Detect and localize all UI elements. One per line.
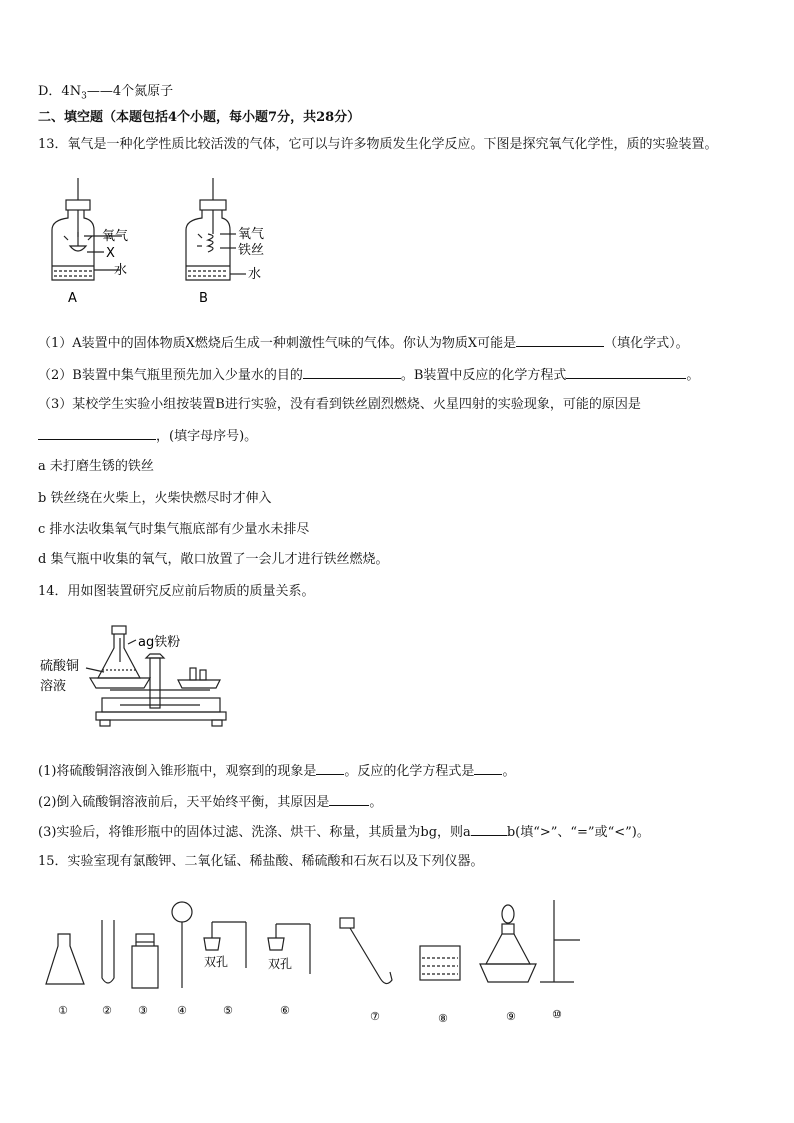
label-5: 双孔 [204, 955, 229, 969]
number-4: ④ [177, 1004, 187, 1017]
caption-b: B [199, 291, 208, 306]
q14-balance-figure [40, 618, 250, 738]
q14-part3: (3)实验后，将锥形瓶中的固体过滤、洗涤、烘干、称量，其质量为bg，则a b(填“>”、“=”或“<”)。 [38, 825, 650, 840]
label-solution-1: 硫酸铜 [40, 659, 80, 674]
answer-blank[interactable] [516, 334, 604, 347]
caption-a: A [68, 291, 77, 306]
test-tube [102, 920, 114, 983]
number-9: ⑨ [506, 1010, 516, 1023]
number-1: ① [58, 1004, 68, 1017]
q15-apparatus-figure [40, 894, 580, 1028]
number-10: ⑩ [552, 1008, 562, 1021]
answer-blank[interactable] [474, 762, 502, 775]
label-b-wire: 铁丝 [238, 243, 265, 258]
number-2: ② [102, 1004, 112, 1017]
number-6: ⑥ [280, 1004, 290, 1017]
q13-option-c: c 排水法收集氧气时集气瓶底部有少量水未排尽 [38, 522, 310, 537]
option-d: D．$4N_3——4$个氮原子 [38, 84, 174, 102]
answer-blank[interactable] [471, 823, 507, 836]
section-title: 二、填空题（本题包括4个小题，每小题7分，共28分） [38, 110, 361, 125]
label-b-water: 水 [248, 267, 262, 282]
two-hole-stopper [204, 938, 220, 950]
apparatus-numbers [58, 1004, 562, 1025]
number-7: ⑦ [370, 1010, 380, 1023]
funnel [172, 902, 192, 922]
q13-part3-line2: ，(填字母序号)。 [38, 427, 257, 445]
q13-figure [40, 174, 300, 308]
answer-blank[interactable] [316, 762, 344, 775]
bottle-b [186, 178, 246, 280]
q13-stem: 13．氧气是一种化学性质比较活泼的气体，它可以与许多物质发生化学反应。下图是探究氧气化学性，质的实验装置。 [38, 137, 718, 152]
label-a-gas: 氧气 [102, 229, 129, 244]
q13-option-d: d 集气瓶中收集的氧气，敞口放置了一会儿才进行铁丝燃烧。 [38, 552, 389, 567]
q13-option-b: b 铁丝绕在火柴上，火柴快燃尽时才伸入 [38, 491, 272, 506]
q13-part1: （1）A装置中的固体物质X燃烧后生成一种刺激性气味的气体。你认为物质X可能是 （填化学式）。 [38, 336, 689, 351]
q13-option-a: a 未打磨生锈的铁丝 [38, 459, 154, 474]
number-3: ③ [138, 1004, 148, 1017]
label-iron-powder: ag铁粉 [138, 635, 181, 650]
delivery-tube [350, 928, 392, 984]
reagent-bottle [132, 942, 158, 988]
number-5: ⑤ [223, 1004, 233, 1017]
label-solution-2: 溶液 [40, 679, 67, 694]
q14-stem: 14．用如图装置研究反应前后物质的质量关系。 [38, 584, 315, 599]
answer-blank[interactable] [566, 366, 686, 379]
label-b-gas: 氧气 [238, 227, 265, 242]
label-a-x: X [106, 246, 115, 261]
q13-part2: （2）B装置中集气瓶里预先加入少量水的目的 。B装置中反应的化学方程式 。 [38, 368, 700, 383]
q15-stem: 15．实验室现有氯酸钾、二氧化锰、稀盐酸、稀硫酸和石灰石以及下列仪器。 [38, 854, 484, 869]
label-6: 双孔 [268, 957, 293, 971]
q14-part1: (1)将硫酸铜溶液倒入锥形瓶中，观察到的现象是 。反应的化学方程式是 。 [38, 764, 516, 779]
conical-flask [46, 934, 84, 984]
number-8: ⑧ [438, 1012, 448, 1025]
answer-blank[interactable] [329, 793, 369, 806]
label-a-water: 水 [114, 263, 128, 278]
answer-blank[interactable] [38, 427, 156, 440]
two-hole-stopper [268, 938, 284, 950]
alcohol-lamp [486, 934, 530, 964]
q13-part3-line1: （3）某校学生实验小组按装置B进行实验，没有看到铁丝剧烈燃烧、火星四射的实验现象，可能的原因是 [38, 397, 641, 412]
answer-blank[interactable] [303, 366, 401, 379]
water-trough [420, 946, 460, 980]
q14-part2: (2)倒入硫酸铜溶液前后，天平始终平衡，其原因是 。 [38, 795, 383, 810]
